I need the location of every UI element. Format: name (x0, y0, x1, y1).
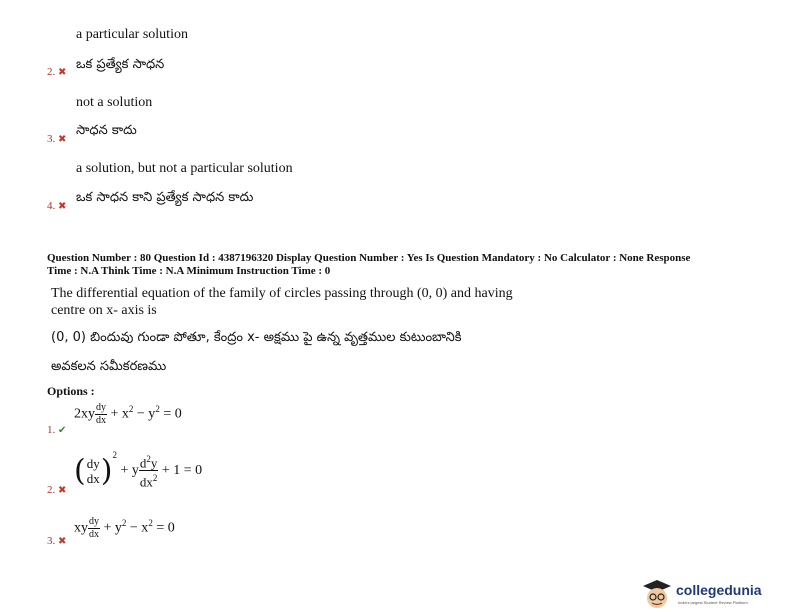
prev-option-2-en: not a solution (76, 95, 153, 110)
options-label: Options : (47, 384, 95, 398)
option-number: 2. (47, 66, 56, 78)
option-number: 3. (47, 535, 56, 547)
option-2-equation: ( dy dx )$^2$ + y $\frac{d^2y}{dx^2}$ + 1 = 0 (74, 450, 203, 490)
fraction: $\frac{dy}{dx}$ (96, 402, 106, 426)
option-3-number (47, 535, 66, 547)
collegedunia-logo (640, 578, 790, 610)
mascot-icon (640, 578, 674, 610)
cross-icon: ✖ (58, 201, 67, 212)
fraction: $\frac{dy}{dx}$ (89, 516, 99, 540)
fraction: $\frac{d^2y}{dx^2}$ (139, 454, 158, 490)
cross-icon: ✖ (58, 485, 67, 496)
cross-icon: ✖ (58, 536, 67, 547)
option-number: 3. (47, 133, 56, 145)
question-text-te-line-2: అవకలన సమీకరణము (51, 359, 167, 374)
question-text-en-line-1: The differential equation of the family of circles passing through (0, 0) and having (51, 286, 513, 301)
check-icon: ✔ (58, 425, 67, 436)
option-1-number (47, 424, 66, 436)
prev-option-1-te: ఒక ప్రత్యేక సాధన (76, 57, 165, 72)
question-text-en-line-2: centre on x- axis is (51, 303, 157, 318)
prev-option-3-te: ఒక సాధన కాని ప్రత్యేక సాధన కాదు (76, 190, 254, 205)
question-meta (47, 252, 767, 278)
option-number: 4. (47, 200, 56, 212)
fraction: dy dx (86, 455, 100, 486)
option-3-equation: xy $\frac{dy}{dx}$ + $y^2 - x^2 = 0$ (74, 516, 175, 540)
question-text-te-line-1: (0, 0) బిందువు గుండా పోతూ, కేంద్రం x- అక్షము పై ఉన్న వృత్తముల కుటుంబానికి (51, 330, 462, 345)
logo-tagline: India's largest Student Review Platform (678, 600, 748, 605)
prev-option-4-number (47, 200, 66, 212)
option-number: 2. (47, 484, 56, 496)
question-text-en (51, 285, 513, 319)
option-2-number (47, 484, 66, 496)
prev-option-2-number (47, 66, 66, 78)
prev-option-1-en: a particular solution (76, 27, 188, 42)
question-meta-line-1: Question Number : 80 Question Id : 4387196320 Display Question Number : Yes Is Question Mandatory : No Calculator : None Response (47, 252, 691, 264)
logo-wordmark: collegedunia (676, 582, 762, 598)
prev-option-3-number (47, 133, 66, 145)
prev-option-3-en: a solution, but not a particular solution (76, 161, 293, 176)
question-meta-line-2: Time : N.A Think Time : N.A Minimum Instruction Time : 0 (47, 265, 331, 277)
cross-icon: ✖ (58, 67, 67, 78)
option-number: 1. (47, 424, 56, 436)
option-1-equation: 2xy $\frac{dy}{dx}$ + $x^2 - y^2 = 0$ (74, 402, 182, 426)
cross-icon: ✖ (58, 134, 67, 145)
prev-option-2-te: సాధన కాదు (76, 123, 137, 138)
